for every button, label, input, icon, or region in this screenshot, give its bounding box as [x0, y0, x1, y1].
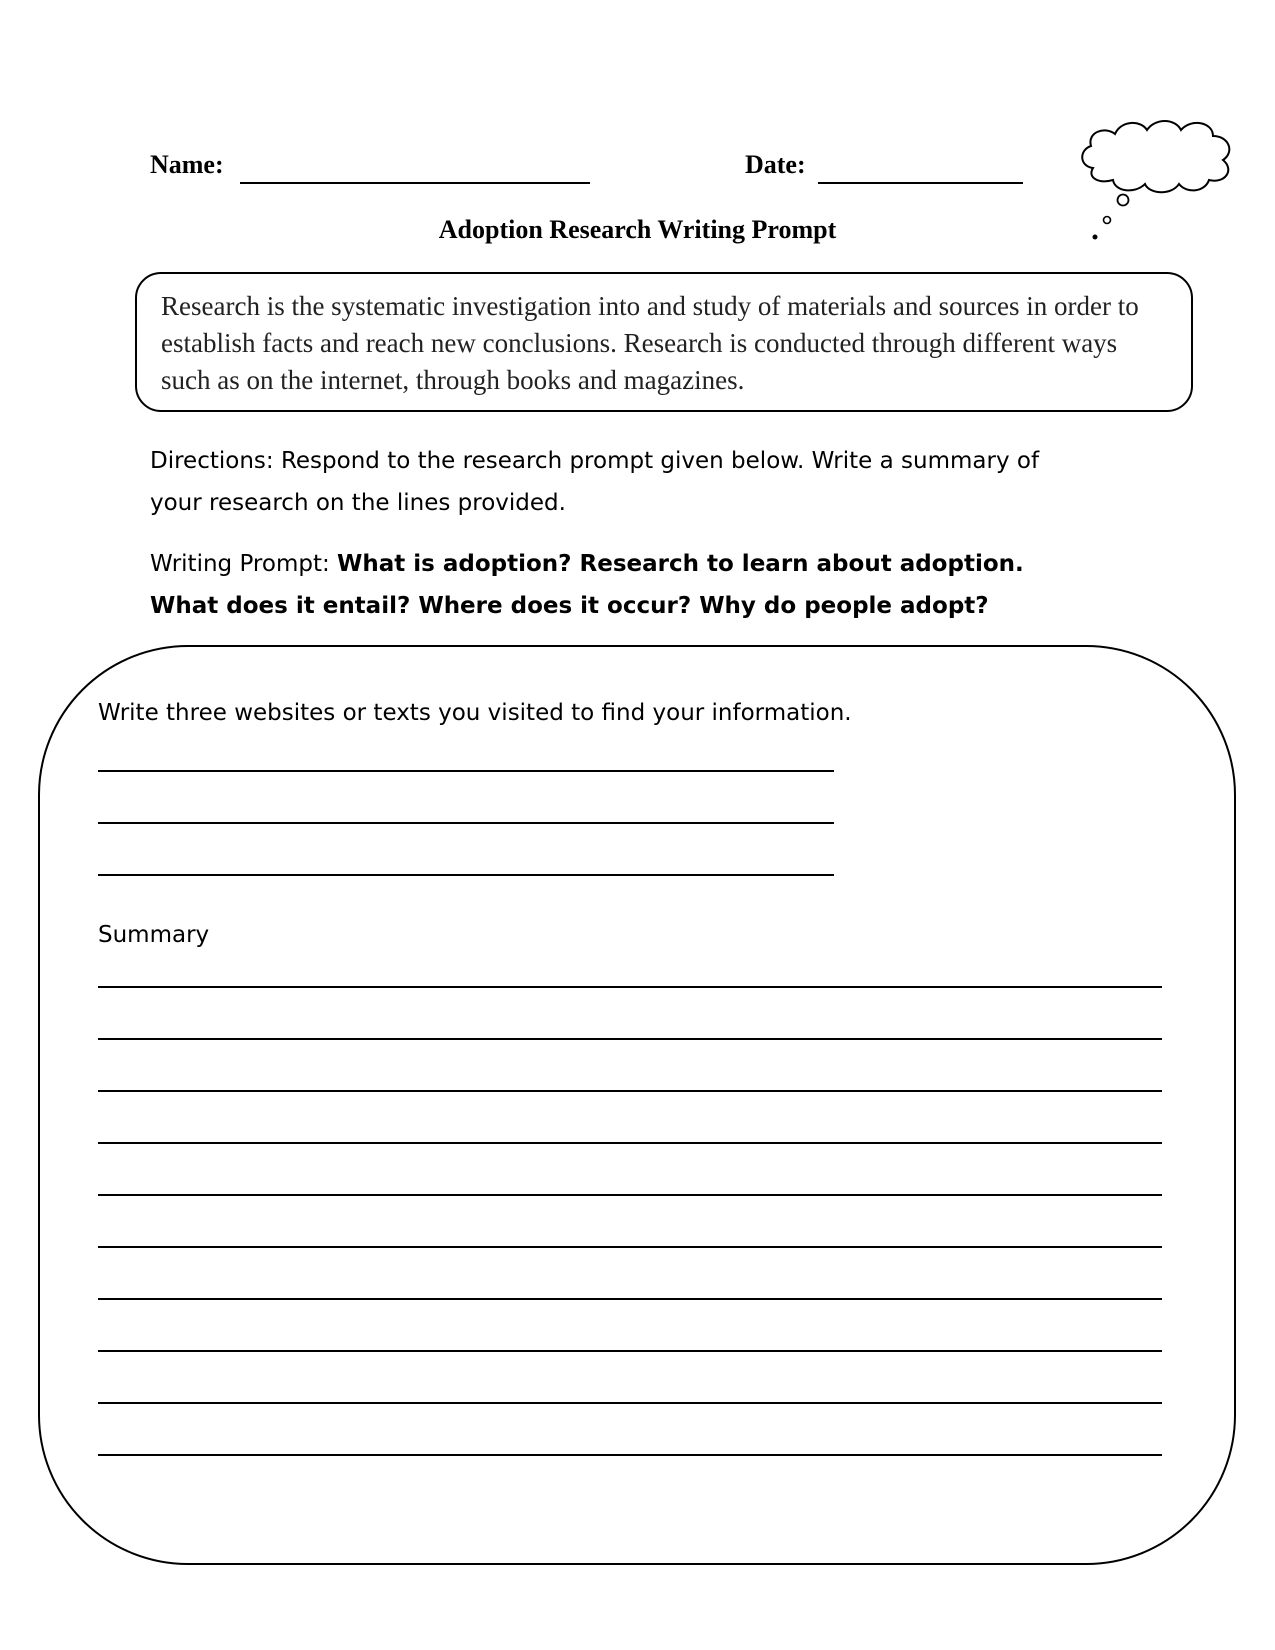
date-label: Date:	[745, 150, 806, 179]
summary-line[interactable]	[98, 1090, 1162, 1092]
summary-line[interactable]	[98, 1142, 1162, 1144]
summary-line[interactable]	[98, 1038, 1162, 1040]
writing-prompt-label: Writing Prompt:	[150, 551, 330, 577]
summary-line[interactable]	[98, 1454, 1162, 1456]
sources-instruction: Write three websites or texts you visited to find your information.	[98, 700, 852, 726]
response-box	[38, 645, 1236, 1565]
summary-line[interactable]	[98, 986, 1162, 988]
source-line[interactable]	[98, 822, 834, 824]
definition-text: Research is the systematic investigation into and study of materials and sources in order to establish facts and reach new conclusions. Research is conducted through different ways such as on the internet, through books and magazines.	[161, 291, 1139, 395]
summary-line[interactable]	[98, 1246, 1162, 1248]
name-field-line[interactable]	[240, 182, 590, 184]
definition-box	[135, 272, 1193, 412]
source-line[interactable]	[98, 770, 834, 772]
summary-line[interactable]	[98, 1298, 1162, 1300]
name-label: Name:	[150, 150, 224, 179]
source-line[interactable]	[98, 874, 834, 876]
directions-text: Directions: Respond to the research prompt given below. Write a summary of your research on the lines provided.	[150, 448, 1040, 516]
summary-label: Summary	[98, 922, 210, 948]
writing-prompt	[150, 543, 1090, 627]
summary-line[interactable]	[98, 1402, 1162, 1404]
date-field-line[interactable]	[818, 182, 1023, 184]
worksheet-title: Adoption Research Writing Prompt	[438, 215, 837, 244]
summary-line[interactable]	[98, 1194, 1162, 1196]
summary-line[interactable]	[98, 1350, 1162, 1352]
writing-prompt-question: What is adoption? Research to learn about adoption. What does it entail? Where does it occur? Why do people adopt?	[150, 551, 1024, 619]
